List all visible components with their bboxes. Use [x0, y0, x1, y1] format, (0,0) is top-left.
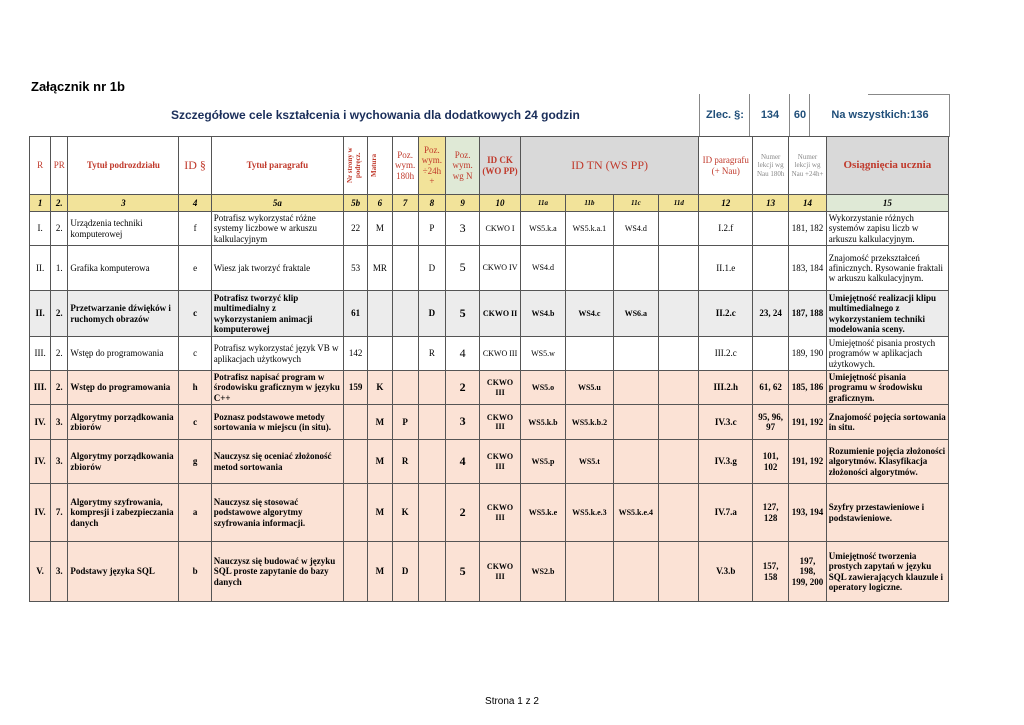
- row-id: c: [179, 337, 211, 371]
- row-poz180: [392, 371, 418, 405]
- row-id: a: [179, 484, 211, 542]
- row-idtn-a: WS4.b: [520, 291, 565, 337]
- row-idtn-b: WS5.u: [566, 371, 613, 405]
- row-pozN: 4: [446, 337, 480, 371]
- column-number-cell: 13: [753, 195, 789, 212]
- col-pozN: Poz. wym. wg N: [446, 137, 480, 195]
- row-numer24: 191, 192: [789, 440, 826, 484]
- column-number-cell: 5b: [344, 195, 368, 212]
- row-page: 22: [344, 212, 368, 246]
- row-idtn-a: WS2.b: [520, 542, 565, 602]
- column-number-cell: 1: [30, 195, 51, 212]
- col-nr-strony-label: Nr strony w podręcz.: [346, 147, 363, 184]
- col-pr: PR: [51, 137, 68, 195]
- row-numer24: 185, 186: [789, 371, 826, 405]
- attachment-label: Załącznik nr 1b: [31, 79, 125, 94]
- row-poz180: [392, 246, 418, 291]
- row-achievement: Umiejętność pisania prostych programów w aplikacjach użytkowych.: [826, 337, 948, 371]
- row-idck: CKWO I: [480, 212, 520, 246]
- row-numer24: 193, 194: [789, 484, 826, 542]
- row-r: IV.: [30, 405, 51, 440]
- row-idtn-c: [613, 405, 658, 440]
- row-idpar: IV.3.c: [699, 405, 753, 440]
- row-subchapter: Wstęp do programowania: [68, 337, 179, 371]
- row-idtn-c: WS4.d: [613, 212, 658, 246]
- row-pr: 1.: [51, 246, 68, 291]
- column-number-cell: 6: [368, 195, 392, 212]
- row-subchapter: Grafika komputerowa: [68, 246, 179, 291]
- col-numer180: Numer lekcji wg Nau 180h: [753, 137, 789, 195]
- row-pr: 3.: [51, 542, 68, 602]
- row-pozN: 5: [446, 246, 480, 291]
- table-row: [30, 212, 949, 246]
- row-idtn-c: WS6.a: [613, 291, 658, 337]
- row-achievement: Znajomość przekształceń afinicznych. Rysowanie fraktali w arkuszu kalkulacyjnym.: [826, 246, 948, 291]
- row-id: c: [179, 405, 211, 440]
- row-r: V.: [30, 542, 51, 602]
- row-page: [344, 440, 368, 484]
- row-idtn-b: WS5.k.b.2: [566, 405, 613, 440]
- column-number-cell: 10: [480, 195, 520, 212]
- row-id: c: [179, 291, 211, 337]
- row-numer180: [753, 212, 789, 246]
- row-idtn-c: [613, 542, 658, 602]
- row-idck: CKWO III: [480, 371, 520, 405]
- row-page: 61: [344, 291, 368, 337]
- row-page: [344, 542, 368, 602]
- row-pozN: 2: [446, 371, 480, 405]
- col-poz180: Poz. wym. 180h: [392, 137, 418, 195]
- row-matura: MR: [368, 246, 392, 291]
- row-id: f: [179, 212, 211, 246]
- row-idck: CKWO III: [480, 337, 520, 371]
- row-idtn-d: [659, 371, 699, 405]
- row-pr: 2.: [51, 371, 68, 405]
- row-idtn-a: WS5.k.e: [520, 484, 565, 542]
- row-achievement: Szyfry przestawieniowe i podstawieniowe.: [826, 484, 948, 542]
- row-r: IV.: [30, 484, 51, 542]
- table-row: [30, 371, 949, 405]
- page-footer: Strona 1 z 2: [485, 696, 539, 707]
- row-idtn-c: [613, 371, 658, 405]
- row-numer24: 197, 198, 199, 200: [789, 542, 826, 602]
- row-idtn-b: [566, 542, 613, 602]
- row-poz24: [418, 484, 445, 542]
- col-tytul-podrozdzialu: Tytuł podrozdziału: [68, 137, 179, 195]
- row-idpar: II.1.e: [699, 246, 753, 291]
- row-achievement: Wykorzystanie różnych systemów zapisu liczb w arkuszu kalkulacyjnym.: [826, 212, 948, 246]
- row-numer180: 127, 128: [753, 484, 789, 542]
- row-achievement: Umiejętność realizacji klipu multimedialnego z wykorzystaniem techniki modelowania sceny.: [826, 291, 948, 337]
- row-numer24: 187, 188: [789, 291, 826, 337]
- row-poz24: [418, 542, 445, 602]
- row-achievement: Umiejętność pisania programu w środowisku graficznym.: [826, 371, 948, 405]
- row-idtn-c: [613, 246, 658, 291]
- row-poz24: P: [418, 212, 445, 246]
- column-number-cell: 3: [68, 195, 179, 212]
- row-idtn-a: WS5.o: [520, 371, 565, 405]
- zlec-value-1: 134: [749, 94, 790, 136]
- row-paragraph: Wiesz jak tworzyć fraktale: [211, 246, 343, 291]
- row-numer180: [753, 337, 789, 371]
- row-idtn-b: WS5.k.e.3: [566, 484, 613, 542]
- row-numer180: 61, 62: [753, 371, 789, 405]
- table-row: [30, 337, 949, 371]
- row-idtn-d: [659, 291, 699, 337]
- row-r: II.: [30, 291, 51, 337]
- row-idtn-b: WS5.k.a.1: [566, 212, 613, 246]
- column-number-cell: 12: [699, 195, 753, 212]
- col-idtn: ID TN (WS PP): [520, 137, 699, 195]
- row-matura: K: [368, 371, 392, 405]
- total-label: Na wszystkich:136: [809, 94, 950, 136]
- col-idck: ID CK (WO PP): [480, 137, 520, 195]
- row-idpar: IV.3.g: [699, 440, 753, 484]
- row-idtn-b: [566, 337, 613, 371]
- objectives-table: [29, 136, 949, 602]
- row-subchapter: Przetwarzanie dźwięków i ruchomych obrazów: [68, 291, 179, 337]
- row-pozN: 3: [446, 405, 480, 440]
- row-paragraph: Potrafisz napisać program w środowisku graficznym w języku C++: [211, 371, 343, 405]
- row-numer24: 189, 190: [789, 337, 826, 371]
- row-pr: 2.: [51, 337, 68, 371]
- row-poz24: [418, 371, 445, 405]
- row-pr: 2.: [51, 291, 68, 337]
- table-title-bar: [171, 94, 949, 136]
- row-matura: M: [368, 440, 392, 484]
- row-r: III.: [30, 371, 51, 405]
- row-subchapter: Algorytmy porządkowania zbiorów: [68, 440, 179, 484]
- row-paragraph: Poznasz podstawowe metody sortowania w miejscu (in situ).: [211, 405, 343, 440]
- row-r: III.: [30, 337, 51, 371]
- row-idtn-a: WS4.d: [520, 246, 565, 291]
- row-page: [344, 484, 368, 542]
- row-numer180: 95, 96, 97: [753, 405, 789, 440]
- row-r: I.: [30, 212, 51, 246]
- table-row: [30, 542, 949, 602]
- col-numer24: Numer lekcji wg Nau +24h+: [789, 137, 826, 195]
- col-matura-label: Matura: [370, 154, 379, 177]
- row-poz24: [418, 440, 445, 484]
- row-idtn-b: [566, 246, 613, 291]
- row-idtn-c: [613, 337, 658, 371]
- zlec-label: Zlec. §:: [699, 94, 750, 136]
- row-poz24: R: [418, 337, 445, 371]
- row-idtn-b: WS4.c: [566, 291, 613, 337]
- row-idtn-a: WS5.k.b: [520, 405, 565, 440]
- row-idpar: V.3.b: [699, 542, 753, 602]
- row-idtn-d: [659, 337, 699, 371]
- row-idpar: II.2.c: [699, 291, 753, 337]
- row-pr: 7.: [51, 484, 68, 542]
- row-pozN: 3: [446, 212, 480, 246]
- row-poz180: D: [392, 542, 418, 602]
- row-idpar: III.2.h: [699, 371, 753, 405]
- row-idtn-d: [659, 405, 699, 440]
- row-id: h: [179, 371, 211, 405]
- table-row: [30, 484, 949, 542]
- col-idpar: ID paragrafu (+ Nau): [699, 137, 753, 195]
- row-idpar: III.2.c: [699, 337, 753, 371]
- table-row: [30, 440, 949, 484]
- row-numer180: 101, 102: [753, 440, 789, 484]
- row-matura: M: [368, 542, 392, 602]
- row-idtn-a: WS5.k.a: [520, 212, 565, 246]
- column-number-cell: 2.: [51, 195, 68, 212]
- row-idck: CKWO IV: [480, 246, 520, 291]
- row-subchapter: Podstawy języka SQL: [68, 542, 179, 602]
- col-osiagniecia: Osiągnięcia ucznia: [826, 137, 948, 195]
- row-numer24: 191, 192: [789, 405, 826, 440]
- row-idpar: I.2.f: [699, 212, 753, 246]
- row-numer24: 183, 184: [789, 246, 826, 291]
- row-matura: [368, 291, 392, 337]
- row-idtn-d: [659, 542, 699, 602]
- row-numer180: 23, 24: [753, 291, 789, 337]
- column-number-cell: 11a: [520, 195, 565, 212]
- col-matura: [368, 137, 392, 195]
- column-header-row: [30, 137, 949, 195]
- row-achievement: Rozumienie pojęcia złożoności algorytmów. Klasyfikacja złożoności algorytmów.: [826, 440, 948, 484]
- col-tytul-paragrafu: Tytuł paragrafu: [211, 137, 343, 195]
- column-number-cell: 5a: [211, 195, 343, 212]
- col-poz24: Poz. wym. ÷24h +: [418, 137, 445, 195]
- column-number-cell: 9: [446, 195, 480, 212]
- table-row: [30, 291, 949, 337]
- column-number-cell: 14: [789, 195, 826, 212]
- row-poz24: [418, 405, 445, 440]
- row-page: [344, 405, 368, 440]
- column-number-cell: 11b: [566, 195, 613, 212]
- column-number-cell: 11c: [613, 195, 658, 212]
- row-id: e: [179, 246, 211, 291]
- row-numer180: [753, 246, 789, 291]
- row-matura: [368, 337, 392, 371]
- row-pr: 3.: [51, 440, 68, 484]
- row-numer180: 157, 158: [753, 542, 789, 602]
- row-poz180: K: [392, 484, 418, 542]
- row-poz180: R: [392, 440, 418, 484]
- row-idtn-d: [659, 246, 699, 291]
- column-number-cell: 11d: [659, 195, 699, 212]
- column-number-cell: 8: [418, 195, 445, 212]
- row-paragraph: Nauczysz się budować w języku SQL proste zapytanie do bazy danych: [211, 542, 343, 602]
- zlec-value-2: 60: [789, 94, 810, 136]
- row-poz180: [392, 337, 418, 371]
- row-poz24: D: [418, 291, 445, 337]
- row-idtn-a: WS5.w: [520, 337, 565, 371]
- row-achievement: Umiejętność tworzenia prostych zapytań w języku SQL zawierających klauzule i operatory logiczne.: [826, 542, 948, 602]
- row-pr: 2.: [51, 212, 68, 246]
- row-subchapter: Algorytmy szyfrowania, kompresji i zabezpieczania danych: [68, 484, 179, 542]
- column-number-row: [30, 195, 949, 212]
- row-paragraph: Nauczysz się stosować podstawowe algorytmy szyfrowania informacji.: [211, 484, 343, 542]
- column-number-cell: 4: [179, 195, 211, 212]
- row-subchapter: Algorytmy porządkowania zbiorów: [68, 405, 179, 440]
- row-subchapter: Urządzenia techniki komputerowej: [68, 212, 179, 246]
- table-row: [30, 405, 949, 440]
- row-page: 53: [344, 246, 368, 291]
- row-page: 142: [344, 337, 368, 371]
- row-idtn-a: WS5.p: [520, 440, 565, 484]
- row-idtn-b: WS5.t: [566, 440, 613, 484]
- row-poz180: [392, 212, 418, 246]
- row-matura: M: [368, 212, 392, 246]
- row-subchapter: Wstęp do programowania: [68, 371, 179, 405]
- row-pr: 3.: [51, 405, 68, 440]
- row-pozN: 5: [446, 291, 480, 337]
- col-nr-strony: [344, 137, 368, 195]
- row-idck: CKWO III: [480, 440, 520, 484]
- row-idtn-d: [659, 440, 699, 484]
- row-idck: CKWO III: [480, 405, 520, 440]
- col-r: R: [30, 137, 51, 195]
- row-idck: CKWO II: [480, 291, 520, 337]
- row-idck: CKWO III: [480, 484, 520, 542]
- row-pozN: 5: [446, 542, 480, 602]
- row-paragraph: Nauczysz się oceniać złożoność metod sortowania: [211, 440, 343, 484]
- row-pozN: 2: [446, 484, 480, 542]
- row-idpar: IV.7.a: [699, 484, 753, 542]
- row-page: 159: [344, 371, 368, 405]
- row-idck: CKWO III: [480, 542, 520, 602]
- row-numer24: 181, 182: [789, 212, 826, 246]
- col-id: ID §: [179, 137, 211, 195]
- row-paragraph: Potrafisz wykorzystać różne systemy liczbowe w arkuszu kalkulacyjnym: [211, 212, 343, 246]
- row-pozN: 4: [446, 440, 480, 484]
- row-poz180: P: [392, 405, 418, 440]
- row-idtn-c: WS5.k.e.4: [613, 484, 658, 542]
- row-poz24: D: [418, 246, 445, 291]
- row-matura: M: [368, 405, 392, 440]
- table-row: [30, 246, 949, 291]
- row-r: II.: [30, 246, 51, 291]
- row-idtn-d: [659, 484, 699, 542]
- row-paragraph: Potrafisz tworzyć klip multimedialny z wykorzystaniem animacji komputerowej: [211, 291, 343, 337]
- row-idtn-d: [659, 212, 699, 246]
- row-paragraph: Potrafisz wykorzystać język VB w aplikacjach użytkowych: [211, 337, 343, 371]
- row-idtn-c: [613, 440, 658, 484]
- row-r: IV.: [30, 440, 51, 484]
- row-id: b: [179, 542, 211, 602]
- row-matura: M: [368, 484, 392, 542]
- row-achievement: Znajomość pojęcia sortowania in situ.: [826, 405, 948, 440]
- column-number-cell: 7: [392, 195, 418, 212]
- column-number-cell: 15: [826, 195, 948, 212]
- row-id: g: [179, 440, 211, 484]
- row-poz180: [392, 291, 418, 337]
- table-title: Szczegółowe cele kształcenia i wychowania dla dodatkowych 24 godzin: [171, 108, 580, 122]
